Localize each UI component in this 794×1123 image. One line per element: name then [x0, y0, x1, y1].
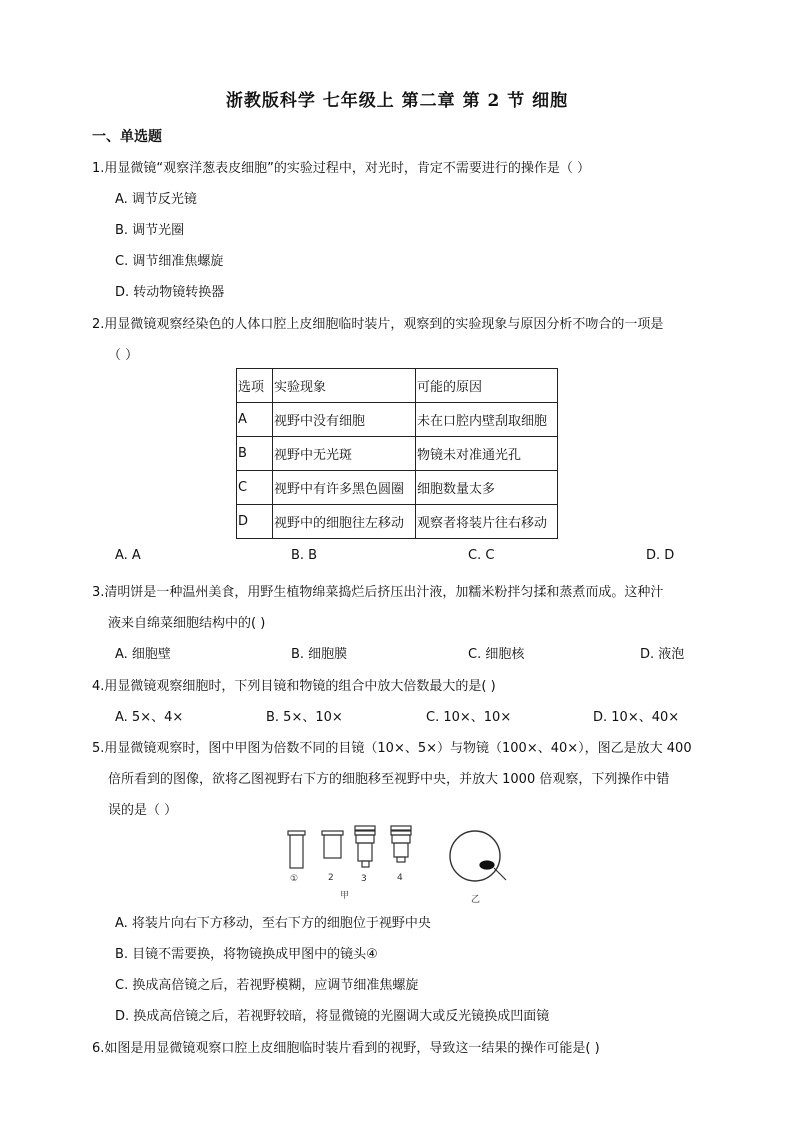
table-header-cell: 选项: [237, 369, 273, 403]
table-row: [237, 403, 558, 437]
eyepiece-lens-1-icon: [288, 831, 305, 868]
table-cell: B: [237, 437, 273, 471]
lens-label-3: 3: [361, 874, 367, 884]
q1-option-d: D. 转动物镜转换器: [115, 285, 225, 300]
eyepiece-lens-2-icon: [322, 831, 343, 858]
question-4-stem: 4.用显微镜观察细胞时，下列目镜和物镜的组合中放大倍数最大的是( ): [92, 679, 496, 694]
q4-option-d: D. 10×、40×: [593, 710, 680, 725]
question-1-stem: 1.用显微镜“观察洋葱表皮细胞”的实验过程中，对光时，肯定不需要进行的操作是（ ）: [92, 161, 591, 176]
q4-option-a: A. 5×、4×: [115, 710, 184, 725]
table-row: [237, 505, 558, 539]
q4-option-c: C. 10×、10×: [426, 710, 512, 725]
q5-option-d: D. 换成高倍镜之后，若视野较暗，将显微镜的光圈调大或反光镜换成凹面镜: [115, 1009, 550, 1024]
q3-option-c: C. 细胞核: [468, 647, 525, 662]
q1-option-a: A. 调节反光镜: [115, 192, 197, 207]
q1-option-b: B. 调节光圈: [115, 223, 185, 238]
question-6-stem: 6.如图是用显微镜观察口腔上皮细胞临时装片看到的视野，导致这一结果的操作可能是( ): [92, 1041, 600, 1056]
table-cell: C: [237, 471, 273, 505]
q5-option-a: A. 将装片向右下方移动，至右下方的细胞位于视野中央: [115, 916, 431, 931]
table-cell: 视野中有许多黑色圆圈: [273, 471, 416, 505]
table-cell: D: [237, 505, 273, 539]
table-cell: 细胞数量太多: [416, 471, 558, 505]
table-cell: 观察者将装片往右移动: [416, 505, 558, 539]
q3-option-d: D. 液泡: [640, 647, 685, 662]
table-row: [237, 437, 558, 471]
question-3-stem: 3.清明饼是一种温州美食，用野生植物绵菜捣烂后挤压出汁液，加糯米粉拌匀揉和蒸煮而成。这种汁: [92, 585, 664, 600]
q1-option-c: C. 调节细准焦螺旋: [115, 254, 224, 269]
question-5-stem-cont: 倍所看到的图像，欲将乙图视野右下方的细胞移至视野中央，并放大 1000 倍观察，下列操作中错: [108, 772, 670, 787]
table-row: [237, 471, 558, 505]
question-5-stem: 5.用显微镜观察时，图中甲图为倍数不同的目镜（10×、5×）与物镜（100×、40×），图乙是放大 400: [92, 741, 692, 756]
q5-option-b: B. 目镜不需要换，将物镜换成甲图中的镜头④: [115, 947, 378, 962]
question-2-stem-cont: （ ）: [108, 348, 139, 363]
question-2-stem: 2.用显微镜观察经染色的人体口腔上皮细胞临时装片，观察到的实验现象与原因分析不吻合的一项是: [92, 317, 664, 332]
table-header-cell: 实验现象: [273, 369, 416, 403]
lens-label-2: 2: [328, 873, 334, 883]
table-cell: 物镜未对准通光孔: [416, 437, 558, 471]
table-cell: 视野中没有细胞: [273, 403, 416, 437]
q4-option-b: B. 5×、10×: [266, 710, 343, 725]
q2-table: [236, 368, 558, 539]
table-cell: 未在口腔内壁刮取细胞: [416, 403, 558, 437]
q3-option-b: B. 细胞膜: [291, 647, 348, 662]
q3-option-a: A. 细胞壁: [115, 647, 171, 662]
table-cell: 视野中无光斑: [273, 437, 416, 471]
figure-jia-label: 甲: [340, 891, 350, 901]
question-5-stem-cont-2: 误的是（ ）: [108, 803, 178, 818]
table-header-row: [237, 369, 558, 403]
lens-label-1: ①: [290, 874, 299, 884]
table-cell: A: [237, 403, 273, 437]
objective-lens-3-icon: [355, 826, 375, 867]
q5-figure: [280, 822, 520, 906]
q2-option-b: B. B: [291, 548, 318, 563]
q2-option-a: A. A: [115, 548, 141, 563]
lens-label-4: 4: [397, 873, 403, 883]
table-header-cell: 可能的原因: [416, 369, 558, 403]
page-title: 浙教版科学 七年级上 第二章 第 2 节 细胞: [225, 91, 569, 111]
q2-option-d: D. D: [646, 548, 675, 563]
q5-option-c: C. 换成高倍镜之后，若视野模糊，应调节细准焦螺旋: [115, 978, 419, 993]
question-3-stem-cont: 液来自绵菜细胞结构中的( ): [108, 616, 266, 631]
field-of-view-icon: [450, 831, 506, 881]
section-heading: 一、单选题: [92, 129, 162, 145]
figure-yi-label: 乙: [471, 895, 481, 905]
q2-option-c: C. C: [468, 548, 495, 563]
objective-lens-4-icon: [391, 826, 411, 862]
table-cell: 视野中的细胞往左移动: [273, 505, 416, 539]
